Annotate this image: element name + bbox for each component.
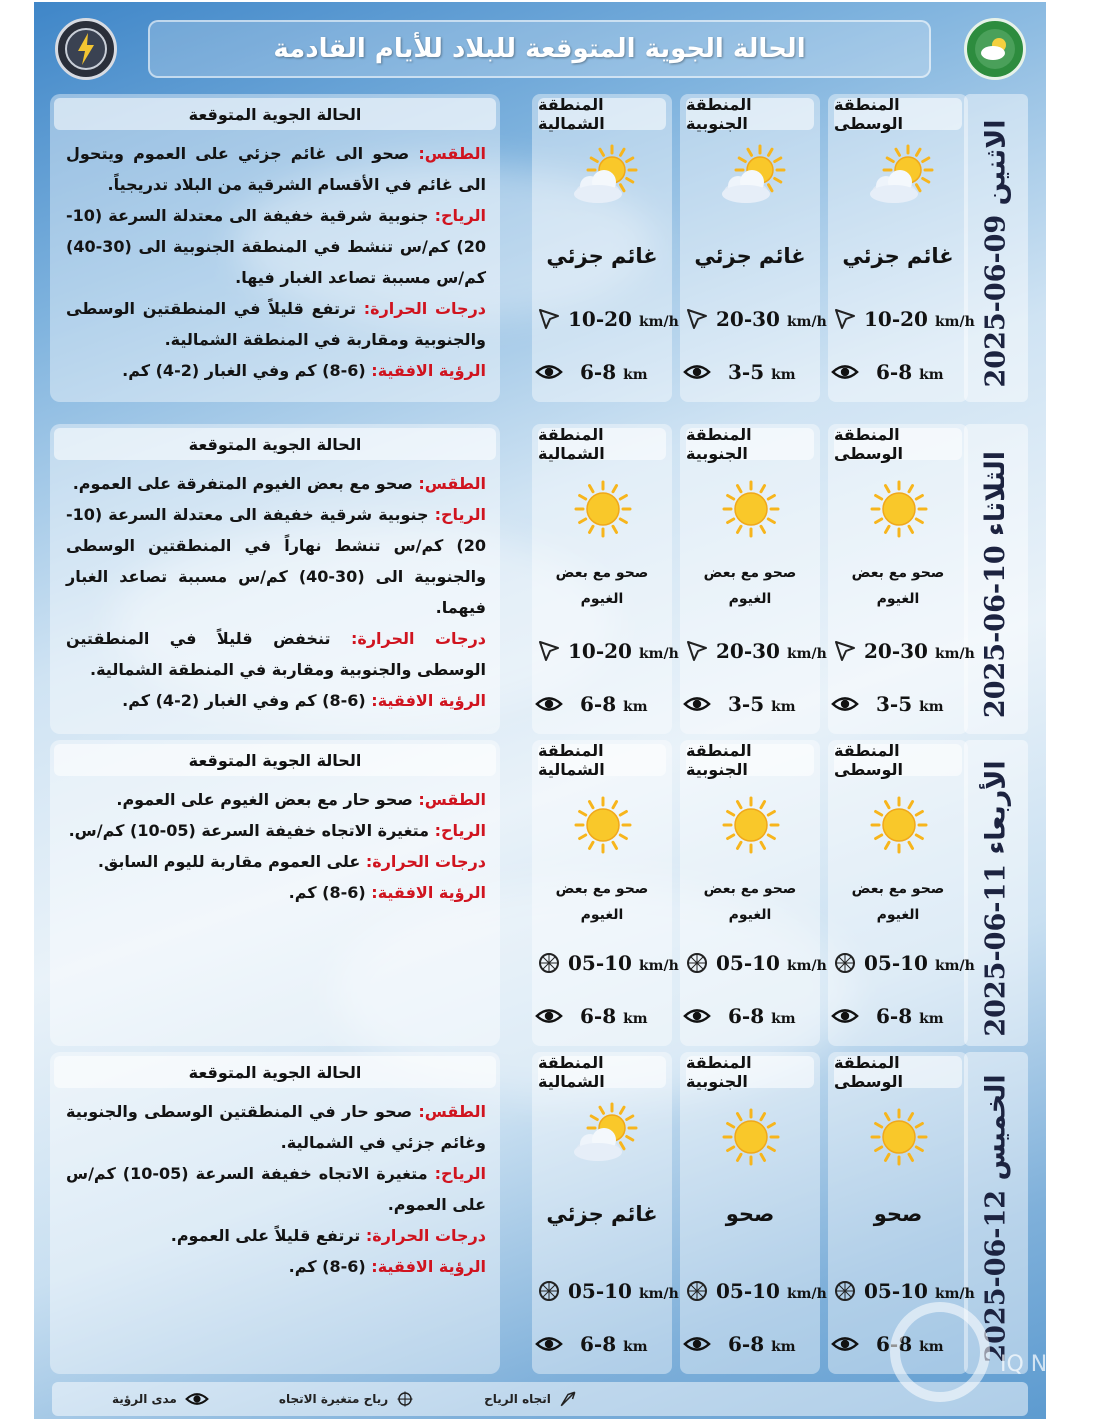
region-column [532,1052,679,1374]
region-heading: المنطقة الجنوبية [686,1056,814,1088]
description-text: صحو حار في المنطقتين الوسطى والجنوبية وغائم جزئي في الشمالية. [66,1102,486,1152]
forecast-description [50,94,500,402]
eye-icon [832,359,858,385]
visibility-unit: km [623,1339,648,1355]
condition-label: صحو [873,1202,923,1226]
description-label: الرياح: [434,821,486,840]
wind-unit: km/h [786,1286,827,1302]
wind-direction-icon [833,639,857,663]
date-value: 2025-06-12 [980,1189,1012,1363]
wind-speed [864,1279,975,1303]
wind-speed [568,639,679,663]
legend-wind-direction-label: اتجاه الرياح [484,1392,551,1406]
region-column [532,424,679,734]
partly-cloudy-icon [716,146,786,212]
weather-icon-wrap [532,146,672,212]
visibility-unit: km [623,367,648,383]
description-text: صحو الى غائم جزئي على العموم ويتحول الى غائم في الأقسام الشرقية من البلاد تدريجياً. [66,144,486,194]
title-banner [148,20,931,78]
eye-icon [684,1003,710,1029]
region-heading: المنطقة الجنوبية [686,428,814,460]
page-title: الحالة الجوية المتوقعة للبلاد للأيام القادمة [273,34,806,64]
wind-value: 10-20 [864,307,928,331]
eye-icon [684,1331,710,1357]
wind-speed [716,307,827,331]
wind-speed [864,307,975,331]
sunny-icon [568,476,638,542]
sunny-icon [864,476,934,542]
wind-direction-icon [833,307,857,331]
visibility-unit: km [623,1011,648,1027]
variable-wind-icon [832,950,858,976]
visibility-unit: km [919,1011,944,1027]
wind-row [832,948,975,978]
description-paragraph [66,1096,486,1158]
date-label [981,750,1012,1036]
eye-icon [684,691,710,717]
region-heading: المنطقة الوسطى [834,1056,962,1088]
description-label: درجات الحرارة: [365,1226,486,1245]
wind-row [832,304,975,334]
region-column [532,94,679,402]
description-label: الرياح: [434,1164,487,1183]
variable-wind-icon [536,950,562,976]
description-label: الطقس: [418,1102,486,1121]
wind-unit: km/h [786,958,827,974]
visibility-row [832,689,966,719]
variable-wind-icon [685,951,709,975]
region-heading: المنطقة الوسطى [834,98,962,130]
eye-icon [832,1331,858,1357]
wind-unit: km/h [934,646,975,662]
wind-unit: km/h [638,958,679,974]
date-value: 2025-06-09 [980,214,1012,387]
visibility-value: 6-8 [876,360,913,384]
condition-label: غائم جزئي [842,244,954,268]
visibility [728,692,796,716]
visibility [580,1332,648,1356]
region-column [532,740,679,1046]
region-column [680,94,827,402]
description-label: الرؤية الافقية: [371,883,486,902]
region-heading: المنطقة الشمالية [538,428,666,460]
watermark-logo [890,1302,990,1402]
description-text: ترتفع قليلاً على العموم. [170,1226,366,1245]
description-text: متغيرة الاتجاه خفيفة السرعة (05-10) كم/س على العموم. [66,1164,486,1214]
wind-unit: km/h [638,1286,679,1302]
description-paragraph [66,1251,486,1282]
visibility-value: 3-5 [728,360,765,384]
visibility-value: 6-8 [580,1004,617,1028]
visibility-row [684,1329,818,1359]
weather-icon-wrap [828,476,968,542]
sunny-icon [716,476,786,542]
wind-row [684,304,827,334]
wind-direction-icon [832,306,858,332]
condition-label: صحو مع بعض الغيوم [703,881,797,923]
visibility-unit: km [919,367,944,383]
wind-speed [568,951,679,975]
description-label: الرؤية الافقية: [371,691,486,710]
region-heading: المنطقة الوسطى [834,428,962,460]
visibility-value: 3-5 [728,692,765,716]
region-column [680,740,827,1046]
visibility [580,360,648,384]
wind-unit: km/h [934,314,975,330]
sunny-icon [716,792,786,858]
weather-icon-wrap [680,476,820,542]
description-paragraph [66,355,486,386]
wind-unit: km/h [638,314,679,330]
description-paragraph [66,1158,486,1220]
description-heading: الحالة الجوية المتوقعة [54,428,496,460]
region-column [680,424,827,734]
visibility-row [536,357,670,387]
visibility-value: 6-8 [580,1332,617,1356]
sunny-icon [568,792,638,858]
visibility-value: 6-8 [728,1004,765,1028]
eye-icon [536,1331,562,1357]
org-logo-right [964,18,1026,80]
partly-cloudy-icon [568,146,638,212]
wind-value: 20-30 [864,639,928,663]
legend-variable-wind [279,1390,414,1408]
weather-icon-wrap [532,476,672,542]
region-heading: المنطقة الشمالية [538,744,666,776]
wind-row [832,636,975,666]
visibility [876,1004,944,1028]
day-name: الثلاثاء [980,450,1012,536]
wind-speed [864,951,975,975]
day-block [50,424,1036,734]
wind-direction-icon [684,638,710,664]
visibility [728,360,796,384]
date-value: 2025-06-10 [980,544,1012,718]
variable-wind-icon [832,1278,858,1304]
weather-icon-wrap [828,146,968,212]
visibility-unit: km [919,1339,944,1355]
visibility [728,1332,796,1356]
wind-direction-icon [536,638,562,664]
visibility-unit: km [771,1339,796,1355]
weather-icon-wrap [828,1104,968,1170]
eye-icon [832,1003,858,1029]
description-text: صحو حار مع بعض الغيوم على العموم. [116,790,419,809]
description-body [66,1096,486,1282]
forecast-board [34,2,1097,1419]
region-heading: المنطقة الجنوبية [686,98,814,130]
description-paragraph [66,293,486,355]
sunny-icon [716,1104,786,1170]
visibility-row [684,357,818,387]
condition-label: صحو مع بعض الغيوم [555,881,649,923]
description-label: الرياح: [434,505,486,524]
visibility-value: 6-8 [876,1004,913,1028]
watermark-text: IQ NEWS [1000,1352,1097,1377]
wind-speed [716,951,827,975]
visibility-unit: km [771,367,796,383]
wind-value: 20-30 [716,307,780,331]
wind-row [684,636,827,666]
visibility-row [536,689,670,719]
legend [52,1382,1028,1416]
variable-wind-icon [833,951,857,975]
description-text: جنوبية شرقية خفيفة الى معتدلة السرعة (10-20) كم/س تنشط نهاراً في المنطقتين الوسطى والجنوبية الى (30-40) كم/س مسببة تصاعد الغبار فيهما. [66,505,487,617]
visibility-row [536,1329,670,1359]
forecast-description [50,1052,500,1374]
wind-speed [864,639,975,663]
day-block [50,1052,1036,1374]
weather-icon-wrap [532,792,672,858]
wind-unit: km/h [786,314,827,330]
description-paragraph [66,1220,486,1251]
visibility-row [536,1001,670,1031]
condition-label: غائم جزئي [694,244,806,268]
day-name: الخميس [980,1073,1012,1181]
description-text: صحو مع بعض الغيوم المتفرقة على العموم. [72,474,419,493]
date-label [981,109,1012,387]
condition-label: صحو مع بعض الغيوم [703,565,797,607]
description-paragraph [66,499,486,623]
description-body [66,468,486,716]
visibility-row [684,689,818,719]
visibility [580,1004,648,1028]
wind-direction-icon [536,306,562,332]
variable-wind-icon [396,1390,414,1408]
wind-row [684,1276,827,1306]
description-body [66,138,486,386]
condition-label: غائم جزئي [546,1202,658,1226]
wind-unit: km/h [934,958,975,974]
wind-value: 05-10 [864,1279,928,1303]
visibility-value: 6-8 [580,360,617,384]
variable-wind-icon [833,1279,857,1303]
legend-wind-direction [484,1390,577,1408]
visibility [580,692,648,716]
legend-visibility [112,1390,209,1408]
variable-wind-icon [537,1279,561,1303]
variable-wind-icon [684,950,710,976]
condition-label: صحو مع بعض الغيوم [555,565,649,607]
weather-icon-wrap [828,792,968,858]
region-column [680,1052,827,1374]
wind-direction-icon [537,307,561,331]
description-label: الطقس: [418,144,486,163]
region-heading: المنطقة الشمالية [538,98,666,130]
wind-speed [716,1279,827,1303]
description-label: الطقس: [418,790,486,809]
weather-icon-wrap [680,792,820,858]
condition-label: صحو مع بعض الغيوم [851,565,945,607]
visibility-value: 6-8 [876,1332,913,1356]
description-label: الرؤية الافقية: [371,1257,486,1276]
partly-cloudy-icon [568,1104,638,1170]
description-heading: الحالة الجوية المتوقعة [54,744,496,776]
day-block [50,94,1036,402]
description-text: تنخفض قليلاً في المنطقتين الوسطى والجنوبية ومقاربة في المنطقة الشمالية. [66,629,486,679]
description-paragraph [66,468,486,499]
lightning-icon [64,27,108,71]
description-body [66,784,486,908]
day-name: الأربعاء [980,759,1012,855]
eye-icon [185,1390,209,1408]
variable-wind-icon [685,1279,709,1303]
date-panel [964,740,1028,1046]
region-heading: المنطقة الجنوبية [686,744,814,776]
legend-visibility-label: مدى الرؤية [112,1392,177,1406]
description-text: ترتفع قليلاً في المنطقتين الوسطى والجنوبية ومقاربة في المنطقة الشمالية. [66,299,486,349]
weather-icon-wrap [680,1104,820,1170]
eye-icon [684,359,710,385]
variable-wind-icon [537,951,561,975]
description-text: (6-8) كم. [288,1257,372,1276]
date-label [981,440,1012,717]
eye-icon [536,1003,562,1029]
visibility-row [832,357,966,387]
visibility [876,692,944,716]
wind-direction-icon [832,638,858,664]
condition-label: صحو [725,1202,775,1226]
description-text: على العموم مقاربة لليوم السابق. [97,852,366,871]
wind-value: 10-20 [568,307,632,331]
condition-label: صحو مع بعض الغيوم [851,881,945,923]
description-text: متغيرة الاتجاه خفيفة السرعة (05-10) كم/س. [68,821,435,840]
description-paragraph [66,623,486,685]
description-paragraph [66,784,486,815]
date-panel [964,424,1028,734]
legend-variable-wind-label: رياح متغيرة الاتجاه [278,1392,389,1406]
cloud-sun-logo-icon [973,27,1017,71]
variable-wind-icon [536,1278,562,1304]
visibility-unit: km [771,699,796,715]
variable-wind-icon [684,1278,710,1304]
forecast-description [50,424,500,734]
wind-value: 05-10 [716,951,780,975]
region-heading: المنطقة الوسطى [834,744,962,776]
wind-row [536,948,679,978]
wind-direction-icon [685,639,709,663]
description-label: درجات الحرارة: [365,852,486,871]
description-label: درجات الحرارة: [363,299,486,318]
description-text: (6-8) كم وفي الغبار (2-4) كم. [122,691,372,710]
description-heading: الحالة الجوية المتوقعة [54,1056,496,1088]
region-column [828,424,975,734]
wind-value: 05-10 [716,1279,780,1303]
description-heading: الحالة الجوية المتوقعة [54,98,496,130]
weather-icon-wrap [532,1104,672,1170]
wind-value: 20-30 [716,639,780,663]
visibility [728,1004,796,1028]
wind-direction-icon [685,307,709,331]
visibility-unit: km [919,699,944,715]
wind-unit: km/h [638,646,679,662]
visibility-unit: km [771,1011,796,1027]
org-logo-left [55,18,117,80]
day-name: الاثنين [980,119,1012,205]
wind-value: 05-10 [568,1279,632,1303]
visibility-row [832,1001,966,1031]
date-label [981,1064,1012,1362]
visibility-value: 3-5 [876,692,913,716]
eye-icon [536,359,562,385]
description-label: درجات الحرارة: [350,629,487,648]
description-text: جنوبية شرقية خفيفة الى معتدلة السرعة (10-20) كم/س تنشط في المنطقة الجنوبية الى (30-40) كم/س مسببة تصاعد الغبار فيها. [66,206,486,287]
description-text: (6-8) كم. [288,883,372,902]
condition-label: غائم جزئي [546,244,658,268]
wind-value: 05-10 [568,951,632,975]
description-text: (6-8) كم وفي الغبار (2-4) كم. [122,361,372,380]
description-paragraph [66,685,486,716]
forecast-description [50,740,500,1046]
description-paragraph [66,200,486,293]
wind-row [536,636,679,666]
description-label: الطقس: [418,474,486,493]
wind-row [684,948,827,978]
eye-icon [536,691,562,717]
region-heading: المنطقة الشمالية [538,1056,666,1088]
region-column [828,94,975,402]
visibility [876,360,944,384]
wind-speed [568,307,679,331]
description-label: الرؤية الافقية: [371,361,486,380]
wind-speed [568,1279,679,1303]
visibility-row [684,1001,818,1031]
date-value: 2025-06-11 [980,863,1012,1037]
description-paragraph [66,138,486,200]
sunny-icon [864,1104,934,1170]
visibility-value: 6-8 [580,692,617,716]
region-column [828,740,975,1046]
wind-direction-icon [684,306,710,332]
eye-icon [832,691,858,717]
day-block [50,740,1036,1046]
visibility-unit: km [623,699,648,715]
wind-unit: km/h [934,1286,975,1302]
wind-value: 05-10 [864,951,928,975]
wind-direction-icon [559,1390,577,1408]
wind-unit: km/h [786,646,827,662]
description-paragraph [66,815,486,846]
weather-icon-wrap [680,146,820,212]
wind-value: 10-20 [568,639,632,663]
description-label: الرياح: [434,206,486,225]
description-paragraph [66,877,486,908]
wind-direction-icon [537,639,561,663]
wind-speed [716,639,827,663]
description-paragraph [66,846,486,877]
partly-cloudy-icon [864,146,934,212]
wind-row [536,1276,679,1306]
sunny-icon [864,792,934,858]
date-panel [964,94,1028,402]
wind-row [536,304,679,334]
visibility-value: 6-8 [728,1332,765,1356]
